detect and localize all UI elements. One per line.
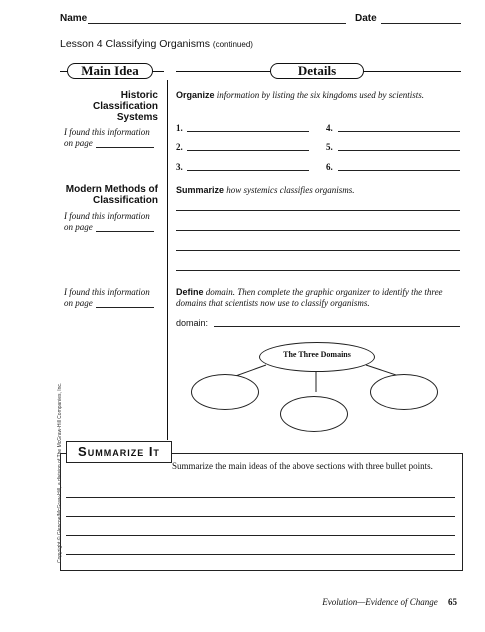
kingdom-number-5: 5. (326, 142, 333, 152)
modern-found-line1: I found this information (64, 211, 150, 221)
organizer-title: The Three Domains (283, 350, 351, 359)
domains-found-line1: I found this information (64, 287, 150, 297)
kingdom-field-3[interactable] (187, 170, 309, 171)
historic-found-line1: I found this information (64, 127, 150, 137)
lesson-continued: (continued) (212, 40, 253, 49)
details-tab: Details (270, 63, 364, 79)
summary-line-1[interactable] (66, 497, 455, 498)
summary-line-3[interactable] (66, 535, 455, 536)
footer (322, 597, 457, 607)
modern-found-line2: on page (64, 222, 93, 232)
kingdom-field-4[interactable] (338, 131, 460, 132)
kingdom-field-6[interactable] (338, 170, 460, 171)
column-divider (167, 80, 168, 440)
modern-answer-line-1[interactable] (176, 210, 460, 211)
domain-definition-field[interactable] (214, 326, 460, 327)
name-field[interactable] (88, 23, 346, 24)
organize-keyword: Organize (176, 90, 215, 100)
modern-answer-line-3[interactable] (176, 250, 460, 251)
date-field[interactable] (381, 23, 461, 24)
domains-found-line2: on page (64, 298, 93, 308)
date-label: Date (355, 13, 377, 24)
domains-prompt-text: domain. Then complete the graphic organizer to identify the three domains that scientists now use to classify organisms. (176, 287, 443, 308)
modern-answer-line-2[interactable] (176, 230, 460, 231)
historic-page-field[interactable] (96, 147, 154, 148)
footer-page-number: 65 (448, 597, 457, 607)
modern-prompt (176, 185, 456, 196)
modern-heading: Modern Methods of Classification (65, 184, 158, 206)
summary-line-2[interactable] (66, 516, 455, 517)
modern-answer-line-4[interactable] (176, 270, 460, 271)
kingdom-number-6: 6. (326, 162, 333, 172)
domains-prompt (176, 287, 460, 309)
domains-page-field[interactable] (96, 307, 154, 308)
kingdom-number-2: 2. (176, 142, 183, 152)
domain-oval-3[interactable] (370, 374, 438, 410)
kingdom-field-1[interactable] (187, 131, 309, 132)
modern-prompt-text: how systemics classifies organisms. (224, 185, 355, 195)
copyright-note: Copyright © Glencoe/McGraw-Hill, a division of The McGraw-Hill Companies, Inc. (57, 382, 63, 563)
main-idea-tab: Main Idea (67, 63, 153, 79)
kingdom-number-4: 4. (326, 123, 333, 133)
kingdom-number-1: 1. (176, 123, 183, 133)
lesson-title-text: Lesson 4 Classifying Organisms (60, 38, 210, 50)
summarize-instruction: Summarize the main ideas of the above sections with three bullet points. (172, 461, 433, 471)
name-label: Name (60, 13, 88, 24)
summarize-banner-text: Summarize It (78, 444, 160, 459)
domain-label: domain: (176, 318, 209, 328)
historic-found-line2: on page (64, 138, 93, 148)
summarize-keyword: Summarize (176, 185, 225, 195)
historic-prompt (176, 90, 456, 101)
historic-prompt-text: information by listing the six kingdoms used by scientists. (214, 90, 424, 100)
define-keyword: Define (176, 287, 204, 297)
kingdom-number-3: 3. (176, 162, 183, 172)
domain-oval-2[interactable] (280, 396, 348, 432)
kingdom-field-2[interactable] (187, 150, 309, 151)
lesson-title (60, 38, 253, 50)
historic-heading: Historic Classification Systems (92, 90, 158, 123)
kingdom-field-5[interactable] (338, 150, 460, 151)
domain-oval-1[interactable] (191, 374, 259, 410)
modern-page-field[interactable] (96, 231, 154, 232)
summary-line-4[interactable] (66, 554, 455, 555)
footer-book: Evolution—Evidence of Change (322, 597, 438, 607)
